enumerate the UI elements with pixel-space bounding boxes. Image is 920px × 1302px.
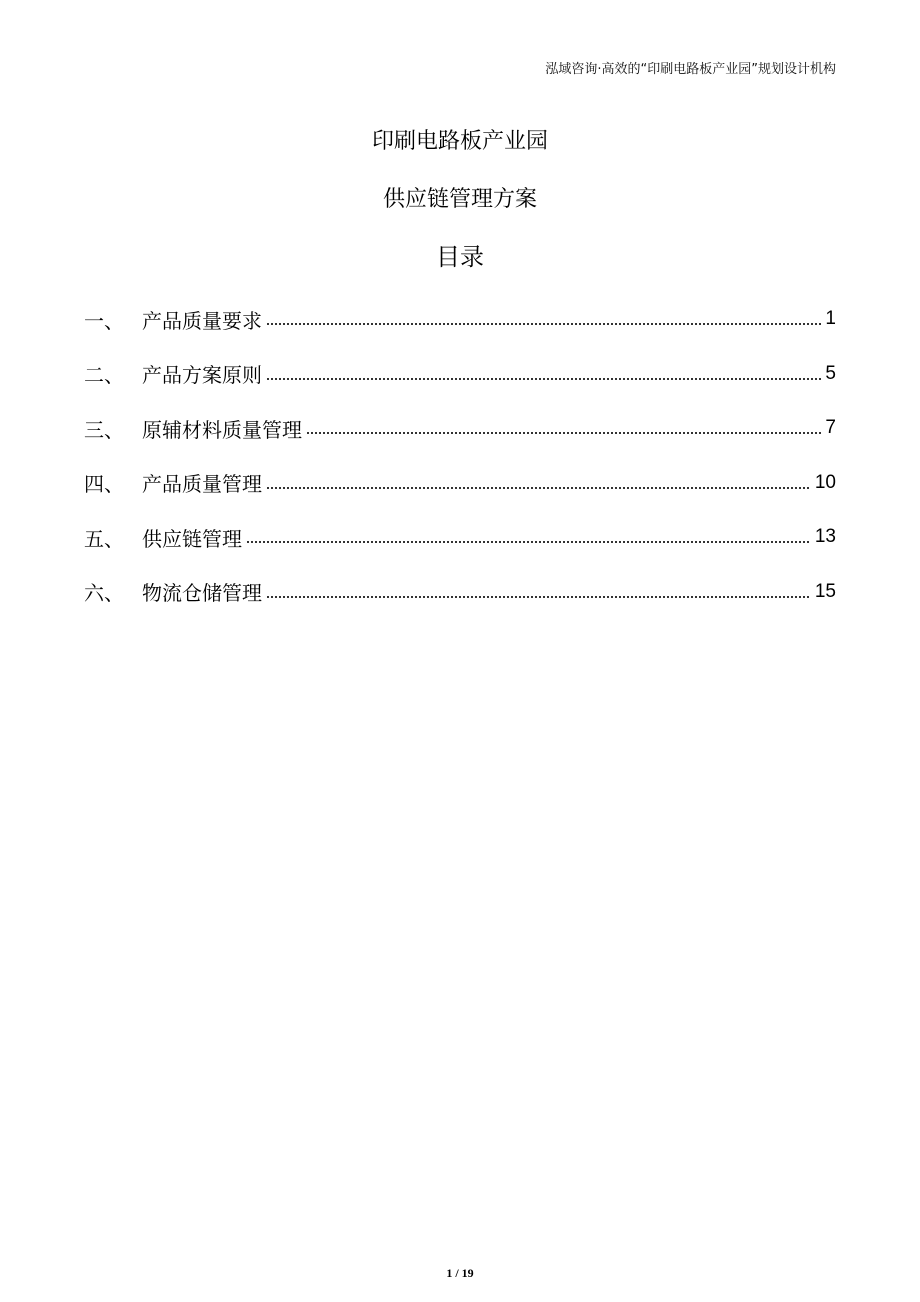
toc-entry-page: 1	[825, 308, 836, 330]
toc-entry-page: 13	[814, 526, 836, 548]
document-subtitle: 供应链管理方案	[382, 187, 537, 212]
page-number-footer: 1 / 19	[446, 1266, 474, 1280]
toc-entry-number: 一、	[84, 308, 124, 333]
toc-entry-title: 产品质量管理	[142, 472, 262, 497]
toc-dot-leader	[306, 432, 821, 434]
toc-entry-number: 五、	[84, 526, 124, 551]
toc-entry-1[interactable]	[84, 292, 836, 347]
toc-entry-title: 产品质量要求	[142, 308, 262, 333]
document-title: 印刷电路板产业园	[371, 129, 548, 154]
toc-entry-4[interactable]	[84, 456, 836, 511]
toc-entry-page: 5	[825, 362, 836, 384]
toc-entry-title: 供应链管理	[142, 526, 242, 551]
toc-entry-title: 原辅材料质量管理	[142, 417, 302, 442]
toc-entry-3[interactable]	[84, 401, 836, 456]
toc-dot-leader	[266, 378, 821, 380]
toc-entry-title: 物流仓储管理	[142, 581, 262, 606]
toc-heading: 目录	[436, 243, 484, 271]
toc-entry-number: 四、	[84, 472, 124, 497]
toc-dot-leader	[266, 596, 811, 598]
toc-entry-page: 7	[825, 417, 836, 439]
page-header: 泓域咨询·高效的“印刷电路板产业园”规划设计机构	[545, 62, 836, 77]
toc-dot-leader	[246, 541, 811, 543]
toc-entry-page: 10	[814, 471, 836, 493]
toc-dot-leader	[266, 487, 811, 489]
toc-entry-6[interactable]	[84, 565, 836, 620]
toc-entry-number: 二、	[84, 363, 124, 388]
table-of-contents	[84, 292, 836, 619]
toc-entry-number: 三、	[84, 417, 124, 442]
toc-dot-leader	[266, 323, 821, 325]
toc-entry-page: 15	[814, 580, 836, 602]
toc-entry-2[interactable]	[84, 347, 836, 402]
toc-entry-title: 产品方案原则	[142, 363, 262, 388]
toc-entry-5[interactable]	[84, 510, 836, 565]
toc-entry-number: 六、	[84, 581, 124, 606]
